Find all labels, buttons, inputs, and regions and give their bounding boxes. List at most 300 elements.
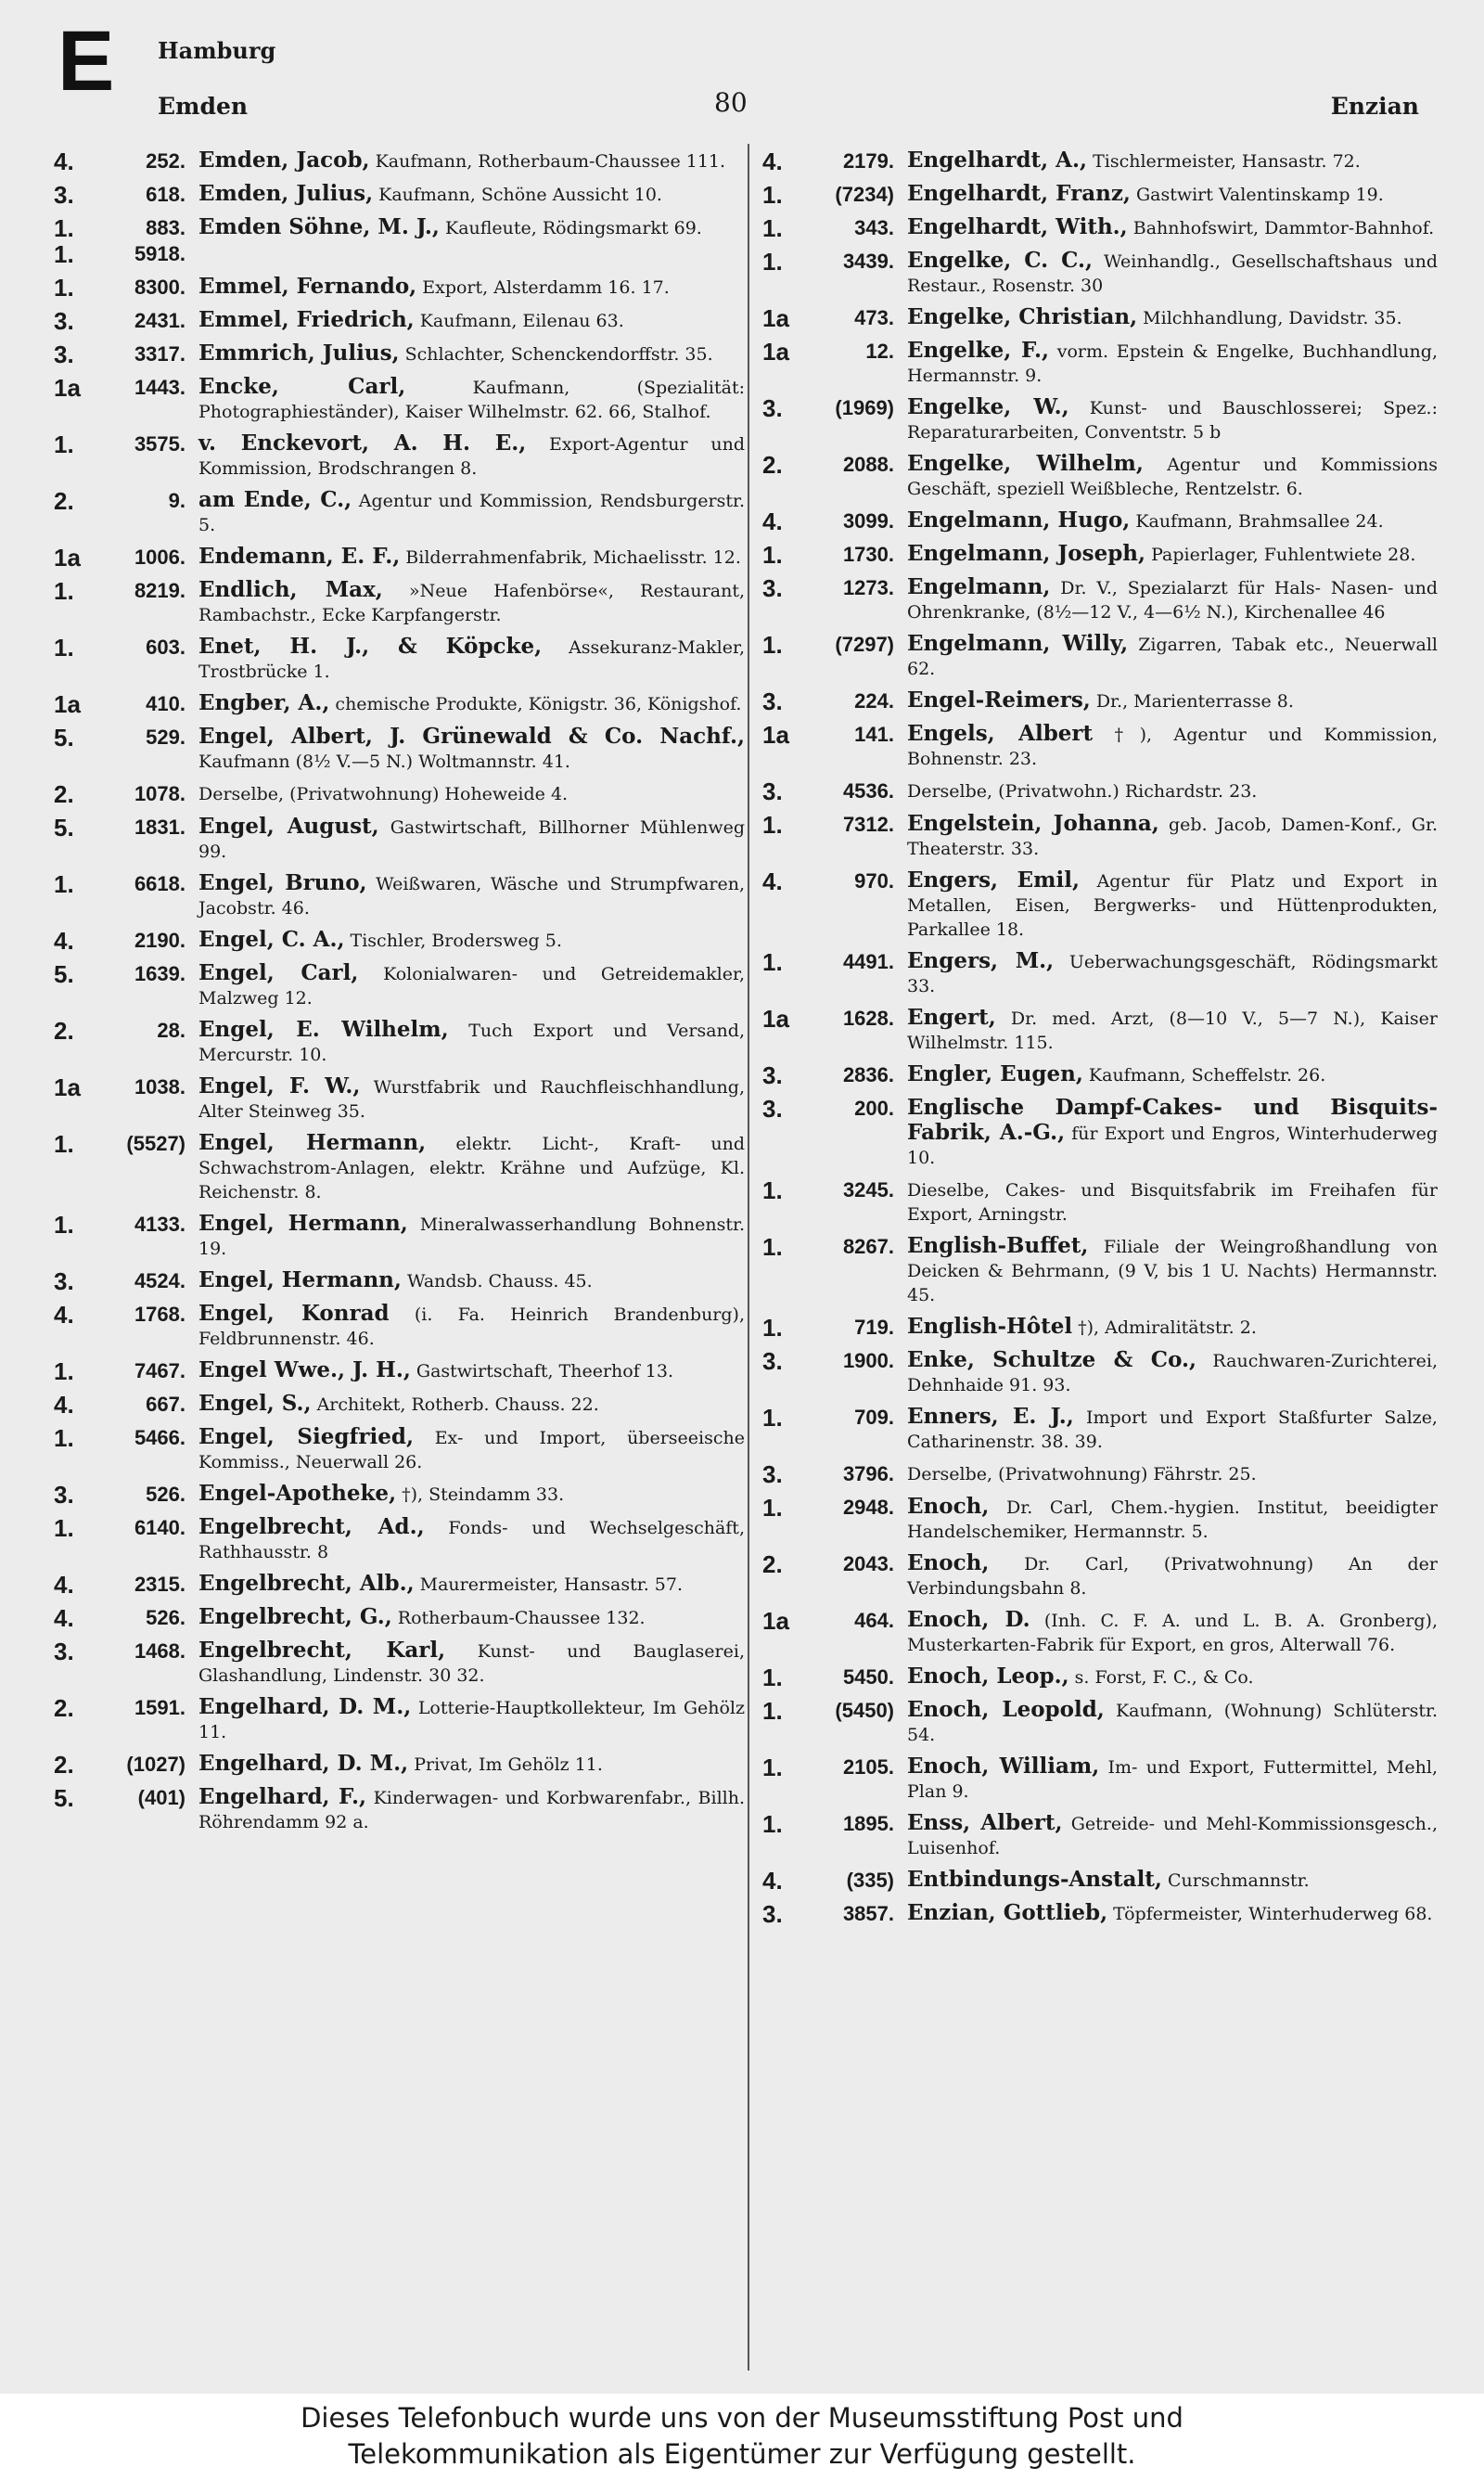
subscriber-details: Fonds- und Wechselgeschäft, Rathhausstr. 8 — [198, 1518, 745, 1562]
subscriber-details: Dieselbe, Cakes- und Bisquitsfabrik im Freihafen für Export, Arningstr. — [907, 1180, 1438, 1225]
subscriber-details: Dr. V., Spezialarzt für Hals- Nasen- und Ohrenkranke, (8½—12 V., 4—6½ N.), Kirchenallee 46 — [907, 578, 1438, 623]
subscriber-name: Engel, F. W., — [198, 1073, 361, 1099]
subscriber-details: Rotherbaum-Chaussee 132. — [397, 1608, 646, 1628]
exchange-code: 1a — [762, 1005, 789, 1033]
subscriber-name: Engelke, W., — [907, 394, 1069, 419]
directory-entry — [762, 148, 1438, 174]
phone-number: (1027) — [126, 1753, 186, 1776]
exchange-code: 1a — [762, 338, 789, 366]
directory-entry — [762, 452, 1438, 501]
subscriber-details: Derselbe, (Privatwohn.) Richardstr. 23. — [907, 781, 1258, 802]
directory-entry — [762, 949, 1438, 998]
entry-text — [907, 812, 1438, 861]
entry-text — [198, 691, 745, 716]
subscriber-details: chemische Produkte, Königstr. 36, Königshof. — [335, 694, 742, 714]
subscriber-details: Tischler, Brodersweg 5. — [350, 931, 562, 951]
exchange-code: 4. — [54, 1301, 74, 1329]
subscriber-details: Milchhandlung, Davidstr. 35. — [1143, 308, 1402, 328]
subscriber-details: Gastwirt Valentinskamp 19. — [1135, 185, 1384, 205]
phone-number: 529. — [146, 726, 186, 749]
directory-entry — [762, 688, 1438, 714]
exchange-code: 1. — [54, 1424, 74, 1452]
exchange-code: 1. — [762, 1697, 783, 1725]
phone-number: 464. — [854, 1609, 894, 1632]
directory-entry — [762, 1461, 1438, 1487]
directory-entry — [54, 431, 745, 481]
directory-entry — [54, 1074, 745, 1124]
directory-entry — [762, 1868, 1438, 1894]
subscriber-details: Zigarren, Tabak etc., Neuerwall 62. — [907, 635, 1438, 679]
phone-number: 1006. — [134, 546, 186, 569]
directory-entry — [54, 725, 745, 774]
exchange-code: 3. — [762, 574, 783, 602]
subscriber-details: Kinderwagen- und Korbwarenfabr., Billh. Röhrendamm 92 a. — [198, 1788, 745, 1832]
subscriber-details: elektr. Licht-, Kraft- und Schwachstrom-Anlagen, elektr. Krähne und Aufzüge, Kl. Reichenstr. 8. — [198, 1134, 745, 1202]
entry-text — [907, 1405, 1438, 1454]
subscriber-name: Enoch, Leop., — [907, 1664, 1069, 1689]
subscriber-details: Mineralwasserhandlung Bohnenstr. 19. — [198, 1214, 745, 1259]
directory-entry — [762, 1348, 1438, 1397]
entry-text — [198, 1515, 745, 1564]
exchange-code: 3. — [762, 1900, 783, 1928]
entry-text — [907, 1901, 1438, 1926]
subscriber-details: Kaufmann, Brahmsallee 24. — [1135, 511, 1384, 532]
exchange-code: 1. — [54, 1211, 74, 1239]
phone-number: 9. — [168, 489, 186, 512]
subscriber-name: Engelhardt, A., — [907, 148, 1088, 173]
entry-text — [907, 688, 1438, 713]
phone-number: 473. — [854, 306, 894, 329]
exchange-code: 1. — [762, 1176, 783, 1204]
exchange-code: 1a — [54, 1073, 81, 1101]
subscriber-name: Engel-Apotheke, — [198, 1481, 397, 1506]
subscriber-name: Engelbrecht, Alb., — [198, 1571, 415, 1596]
subscriber-name: Emden, Jacob, — [198, 148, 370, 173]
page-header — [0, 0, 1484, 139]
exchange-code: 4. — [54, 927, 74, 955]
subscriber-details: Filiale der Weingroßhandlung von Deicken & Behrmann, (9 V, bis 1 U. Nachts) Hermannstr. 45. — [907, 1237, 1438, 1305]
entry-text — [198, 1752, 745, 1777]
subscriber-name: Enoch, — [907, 1494, 990, 1519]
entry-text — [907, 215, 1438, 240]
exchange-code: 1. — [54, 1514, 74, 1542]
subscriber-details: Töpfermeister, Winterhuderweg 68. — [1113, 1904, 1433, 1924]
phone-number: 7312. — [842, 813, 894, 836]
directory-entry — [54, 1302, 745, 1351]
exchange-code: 1a — [54, 544, 81, 572]
subscriber-name: Engelhardt, With., — [907, 214, 1128, 239]
directory-entry — [762, 868, 1438, 942]
entry-text — [198, 1392, 745, 1417]
subscriber-name: English-Buffet, — [907, 1233, 1089, 1258]
phone-number: 4536. — [842, 779, 894, 803]
subscriber-details: Kaufmann, Eilenau 63. — [419, 311, 624, 331]
subscriber-details: Kaufmann (8½ V.—5 N.) Woltmannstr. 41. — [198, 752, 570, 772]
entry-text — [907, 1006, 1438, 1055]
phone-number: 2836. — [842, 1063, 894, 1086]
directory-entry — [762, 812, 1438, 861]
exchange-code: 2. — [54, 1694, 74, 1722]
page-number: 80 — [714, 87, 748, 118]
subscriber-name: Engers, Emil, — [907, 867, 1080, 893]
subscriber-name: Engel, Hermann, — [198, 1130, 427, 1155]
directory-entry — [54, 1752, 745, 1778]
subscriber-name: Engel-Reimers, — [907, 687, 1091, 713]
entry-text — [907, 1177, 1438, 1227]
directory-entry — [54, 635, 745, 684]
subscriber-name: Enke, Schultze & Co., — [907, 1347, 1197, 1372]
exchange-code: 3. — [54, 341, 74, 368]
directory-entry — [54, 1131, 745, 1204]
phone-number: 3439. — [842, 250, 894, 273]
exchange-code: 1. — [762, 541, 783, 569]
subscriber-name: Engelmann, Joseph, — [907, 541, 1146, 566]
phone-number: 410. — [146, 692, 186, 715]
subscriber-name: Engelbrecht, Ad., — [198, 1514, 425, 1539]
subscriber-details: †), Admiralitätstr. 2. — [1078, 1317, 1257, 1338]
phone-number: 1038. — [134, 1075, 186, 1099]
phone-number: 2179. — [842, 149, 894, 173]
entry-text — [907, 778, 1438, 803]
exchange-code: 3. — [54, 1638, 74, 1665]
entry-text — [907, 1315, 1438, 1340]
phone-number: 8267. — [842, 1235, 894, 1258]
phone-number: 1639. — [134, 962, 186, 985]
directory-entry — [54, 815, 745, 864]
exchange-code: 5. — [54, 814, 74, 842]
subscriber-name: Engelmann, — [907, 574, 1051, 599]
subscriber-name: Engelhard, F., — [198, 1784, 367, 1809]
phone-number: 252. — [146, 149, 186, 173]
phone-number: 3857. — [842, 1902, 894, 1925]
entry-text — [198, 182, 745, 207]
entry-text — [907, 542, 1438, 567]
directory-entry — [54, 215, 745, 267]
subscriber-name: Engelke, Christian, — [907, 304, 1138, 329]
phone-number: 200. — [854, 1097, 894, 1120]
phone-number: 224. — [854, 689, 894, 713]
subscriber-details: Import und Export Staßfurter Salze, Catharinenstr. 38. 39. — [907, 1407, 1438, 1452]
subscriber-details: Derselbe, (Privatwohnung) Fährstr. 25. — [907, 1464, 1257, 1484]
directory-entry — [762, 249, 1438, 298]
entry-text — [907, 1096, 1438, 1170]
subscriber-name: Enoch, Leopold, — [907, 1697, 1105, 1722]
subscriber-name: Engel, E. Wilhelm, — [198, 1017, 449, 1042]
subscriber-name: Engber, A., — [198, 690, 330, 715]
directory-entry — [54, 1482, 745, 1508]
subscriber-name: Encke, Carl, — [198, 374, 406, 399]
subscriber-name: Engels, Albert — [907, 721, 1094, 746]
phone-number: 883. 5918. — [134, 216, 186, 265]
subscriber-name: am Ende, C., — [198, 487, 352, 512]
directory-entry — [54, 961, 745, 1010]
subscriber-name: Enet, H. J., & Köpcke, — [198, 634, 543, 659]
phone-number: 603. — [146, 636, 186, 659]
directory-entry — [762, 1698, 1438, 1747]
directory-entry — [762, 215, 1438, 241]
directory-entry — [762, 1062, 1438, 1088]
exchange-code: 1. — [762, 181, 783, 209]
subscriber-details: (Inh. C. F. A. und L. B. A. Gronberg), Musterkarten-Fabrik für Export, en gros, Alterwall 76. — [907, 1611, 1438, 1655]
entry-text — [907, 1664, 1438, 1690]
exchange-code: 3. — [762, 1347, 783, 1375]
directory-entry — [54, 1695, 745, 1744]
subscriber-details: Dr. Carl, (Privatwohnung) An der Verbindungsbahn 8. — [907, 1554, 1439, 1599]
entry-text — [907, 305, 1438, 330]
entry-text — [907, 1608, 1438, 1657]
exchange-code: 1a — [762, 721, 789, 749]
first-entry-word: Emden — [158, 93, 249, 120]
entry-text — [198, 1425, 745, 1474]
entry-text — [907, 1551, 1438, 1600]
exchange-code: 5. — [54, 1784, 74, 1812]
subscriber-name: Engelke, Wilhelm, — [907, 451, 1144, 476]
entry-text — [198, 928, 745, 953]
phone-number: 3575. — [134, 432, 186, 456]
exchange-code: 1. — [762, 1404, 783, 1432]
subscriber-details: Maurermeister, Hansastr. 57. — [419, 1574, 683, 1595]
exchange-code: 1. — [762, 811, 783, 839]
phone-number: 1900. — [842, 1349, 894, 1372]
directory-entry — [762, 339, 1438, 388]
directory-entry — [54, 148, 745, 174]
subscriber-name: Emmel, Fernando, — [198, 274, 417, 299]
entry-text — [198, 725, 745, 774]
subscriber-name: Engelbrecht, Karl, — [198, 1638, 446, 1663]
exchange-code: 1. — [762, 1314, 783, 1342]
subscriber-details: Tischlermeister, Hansastr. 72. — [1093, 151, 1361, 172]
phone-number: 6618. — [134, 872, 186, 895]
subscriber-details: †), Steindamm 33. — [402, 1484, 565, 1505]
directory-entry — [762, 1901, 1438, 1927]
directory-entry — [762, 508, 1438, 534]
directory-entry — [762, 1234, 1438, 1307]
exchange-code: 1. — [54, 274, 74, 302]
exchange-code: 1a — [54, 374, 81, 402]
footer-line-2: Telekommunikation als Eigentümer zur Verfügung gestellt. — [348, 2438, 1136, 2470]
exchange-code: 1. — [762, 1810, 783, 1838]
last-entry-word: Enzian — [1330, 93, 1419, 120]
exchange-code: 1. — [762, 1233, 783, 1261]
subscriber-details: Rauchwaren-Zurichterei, Dehnhaide 91. 93. — [907, 1351, 1438, 1395]
directory-entry — [54, 1212, 745, 1261]
phone-number: 2190. — [134, 929, 186, 952]
exchange-code: 1. — [762, 1664, 783, 1691]
entry-text — [907, 452, 1438, 501]
directory-entry — [762, 778, 1438, 804]
subscriber-name: Engelmann, Willy, — [907, 631, 1129, 656]
subscriber-details: Privat, Im Gehölz 11. — [414, 1754, 603, 1775]
phone-number: 1591. — [134, 1696, 186, 1719]
directory-entry — [54, 308, 745, 334]
subscriber-name: Enoch, William, — [907, 1754, 1100, 1779]
phone-number: (7234) — [835, 183, 894, 206]
directory-entry — [762, 395, 1438, 444]
entry-text — [907, 1754, 1438, 1804]
exchange-code: 1. — [762, 948, 783, 976]
entry-text — [907, 1868, 1438, 1893]
directory-entry — [54, 1605, 745, 1631]
entry-text — [907, 1348, 1438, 1397]
phone-number: 970. — [854, 869, 894, 893]
subscriber-name: Emmrich, Julius, — [198, 341, 400, 366]
exchange-code: 1. — [54, 870, 74, 898]
directory-entry — [762, 1177, 1438, 1227]
subscriber-details: Wandsb. Chauss. 45. — [406, 1271, 593, 1291]
phone-number: (1969) — [835, 396, 894, 419]
subscriber-name: Enners, E. J., — [907, 1404, 1074, 1429]
exchange-code: 2. — [54, 487, 74, 515]
entry-text — [907, 1811, 1438, 1860]
exchange-code: 1. — [54, 430, 74, 458]
subscriber-name: Engler, Eugen, — [907, 1061, 1083, 1086]
subscriber-details: Kaufleute, Rödingsmarkt 69. — [445, 218, 702, 238]
phone-number: 343. — [854, 216, 894, 239]
exchange-code: 1a — [54, 690, 81, 718]
subscriber-details: Dr. med. Arzt, (8—10 V., 5—7 N.), Kaiser Wilhelmstr. 115. — [907, 1009, 1438, 1053]
phone-number: 1078. — [134, 782, 186, 805]
phone-number: (335) — [846, 1869, 894, 1892]
subscriber-details: Kolonialwaren- und Getreidemakler, Malzweg 12. — [198, 964, 745, 1009]
subscriber-name: Engel, Konrad — [198, 1301, 390, 1326]
subscriber-name: Emden Söhne, M. J., — [198, 214, 440, 239]
subscriber-name: Engelmann, Hugo, — [907, 508, 1131, 533]
subscriber-details: Export, Alsterdamm 16. 17. — [422, 277, 670, 298]
subscriber-name: Engelbrecht, G., — [198, 1604, 392, 1629]
entry-text — [907, 949, 1438, 998]
subscriber-details: Architekt, Rotherb. Chauss. 22. — [316, 1394, 599, 1415]
phone-number: 3317. — [134, 342, 186, 366]
entry-text — [198, 341, 745, 366]
exchange-code: 4. — [762, 508, 783, 535]
directory-entry — [54, 375, 745, 424]
phone-number: 12. — [865, 340, 894, 363]
phone-number: 1895. — [842, 1812, 894, 1835]
city-name: Hamburg — [158, 37, 276, 64]
subscriber-details: Kaufmann, Scheffelstr. 26. — [1088, 1065, 1326, 1086]
exchange-code: 1a — [762, 1607, 789, 1635]
entry-text — [198, 578, 745, 627]
directory-entry — [54, 488, 745, 537]
entry-text — [907, 1698, 1438, 1747]
exchange-code: 1. — [762, 248, 783, 276]
phone-number: 7467. — [134, 1359, 186, 1382]
directory-entry — [762, 1315, 1438, 1341]
right-column — [762, 148, 1438, 1934]
entry-text — [198, 815, 745, 864]
exchange-code: 2. — [54, 780, 74, 808]
subscriber-details: Assekuranz-Makler, Trostbrücke 1. — [198, 637, 746, 682]
subscriber-name: Endlich, Max, — [198, 577, 383, 602]
subscriber-name: Engel, S., — [198, 1391, 312, 1416]
phone-number: 2431. — [134, 309, 186, 332]
phone-number: 2088. — [842, 453, 894, 476]
subscriber-name: Enzian, Gottlieb, — [907, 1900, 1108, 1925]
entry-text — [198, 961, 745, 1010]
entry-text — [198, 1018, 745, 1067]
directory-entry — [54, 1392, 745, 1418]
directory-entry — [54, 182, 745, 208]
exchange-code: 1a — [762, 304, 789, 332]
phone-number: 1768. — [134, 1303, 186, 1326]
subscriber-details: Agentur für Platz und Export in Metallen, Eisen, Bergwerks- und Hüttenprodukten, Parkallee 18. — [907, 871, 1438, 940]
directory-entry — [54, 928, 745, 954]
entry-text — [907, 1062, 1438, 1087]
exchange-code: 3. — [54, 1267, 74, 1295]
directory-entry — [54, 578, 745, 627]
subscriber-details: Export-Agentur und Kommission, Brodschrangen 8. — [198, 434, 745, 479]
directory-entry — [762, 305, 1438, 331]
subscriber-details: Ueberwachungsgeschäft, Rödingsmarkt 33. — [907, 952, 1439, 996]
exchange-code: 3. — [54, 181, 74, 209]
exchange-code: 5. — [54, 724, 74, 752]
subscriber-details: Im- und Export, Futtermittel, Mehl, Plan 9. — [907, 1757, 1438, 1802]
subscriber-name: Endemann, E. F., — [198, 544, 401, 569]
phone-number: 667. — [146, 1393, 186, 1416]
subscriber-details: Kaufmann, Schöne Aussicht 10. — [378, 185, 662, 205]
entry-text — [198, 1268, 745, 1293]
directory-entry — [762, 1405, 1438, 1454]
entry-text — [198, 1572, 745, 1597]
directory-entry — [54, 341, 745, 367]
subscriber-details: Kunst- und Bauglaserei, Glashandlung, Lindenstr. 30 32. — [198, 1641, 745, 1686]
directory-entry — [54, 1425, 745, 1474]
phone-number: 1468. — [134, 1639, 186, 1663]
exchange-code: 3. — [54, 1481, 74, 1509]
subscriber-details: Schlachter, Schenckendorffstr. 35. — [404, 344, 713, 365]
directory-entry — [54, 1572, 745, 1598]
exchange-code: 4. — [54, 1604, 74, 1632]
phone-number: (7297) — [835, 633, 894, 656]
exchange-code: 1. — [54, 577, 74, 605]
entry-text — [198, 488, 745, 537]
directory-entry — [54, 871, 745, 920]
directory-entry — [762, 1811, 1438, 1860]
directory-entry — [54, 545, 745, 571]
directory-entry — [762, 575, 1438, 624]
phone-number: 3796. — [842, 1462, 894, 1485]
phone-number: 4491. — [842, 950, 894, 973]
subscriber-details: Tuch Export und Versand, Mercurstr. 10. — [198, 1021, 745, 1065]
entry-text — [198, 1785, 745, 1834]
exchange-code: 4. — [54, 148, 74, 175]
section-letter: E — [58, 14, 115, 109]
entry-text — [907, 249, 1438, 298]
subscriber-details: Curschmannstr. — [1167, 1870, 1310, 1891]
exchange-code: 1. — [54, 1130, 74, 1158]
subscriber-details: Wurstfabrik und Rauchfleischhandlung, Alter Steinweg 35. — [198, 1077, 745, 1122]
phone-number: 618. — [146, 183, 186, 206]
phone-number: (5527) — [126, 1132, 186, 1155]
subscriber-name: Enoch, D. — [907, 1607, 1030, 1632]
entry-text — [198, 1131, 745, 1204]
entry-text — [198, 545, 745, 570]
subscriber-name: Enoch, — [907, 1550, 990, 1575]
subscriber-details: Bahnhofswirt, Dammtor-Bahnhof. — [1132, 218, 1435, 238]
directory-entry — [762, 1096, 1438, 1170]
footer-line-1: Dieses Telefonbuch wurde uns von der Museumsstiftung Post und — [301, 2402, 1183, 2434]
subscriber-details: »Neue Hafenbörse«, Restaurant, Rambachstr., Ecke Karpfangerstr. — [198, 581, 745, 625]
entry-text — [198, 635, 745, 684]
directory-entry — [54, 1638, 745, 1688]
exchange-code: 4. — [762, 148, 783, 175]
phone-number: 4133. — [134, 1213, 186, 1236]
subscriber-name: Engel, Hermann, — [198, 1211, 408, 1236]
phone-number: 5466. — [134, 1426, 186, 1449]
entry-text — [198, 1302, 745, 1351]
phone-number: 2315. — [134, 1573, 186, 1596]
phone-number: 709. — [854, 1406, 894, 1429]
